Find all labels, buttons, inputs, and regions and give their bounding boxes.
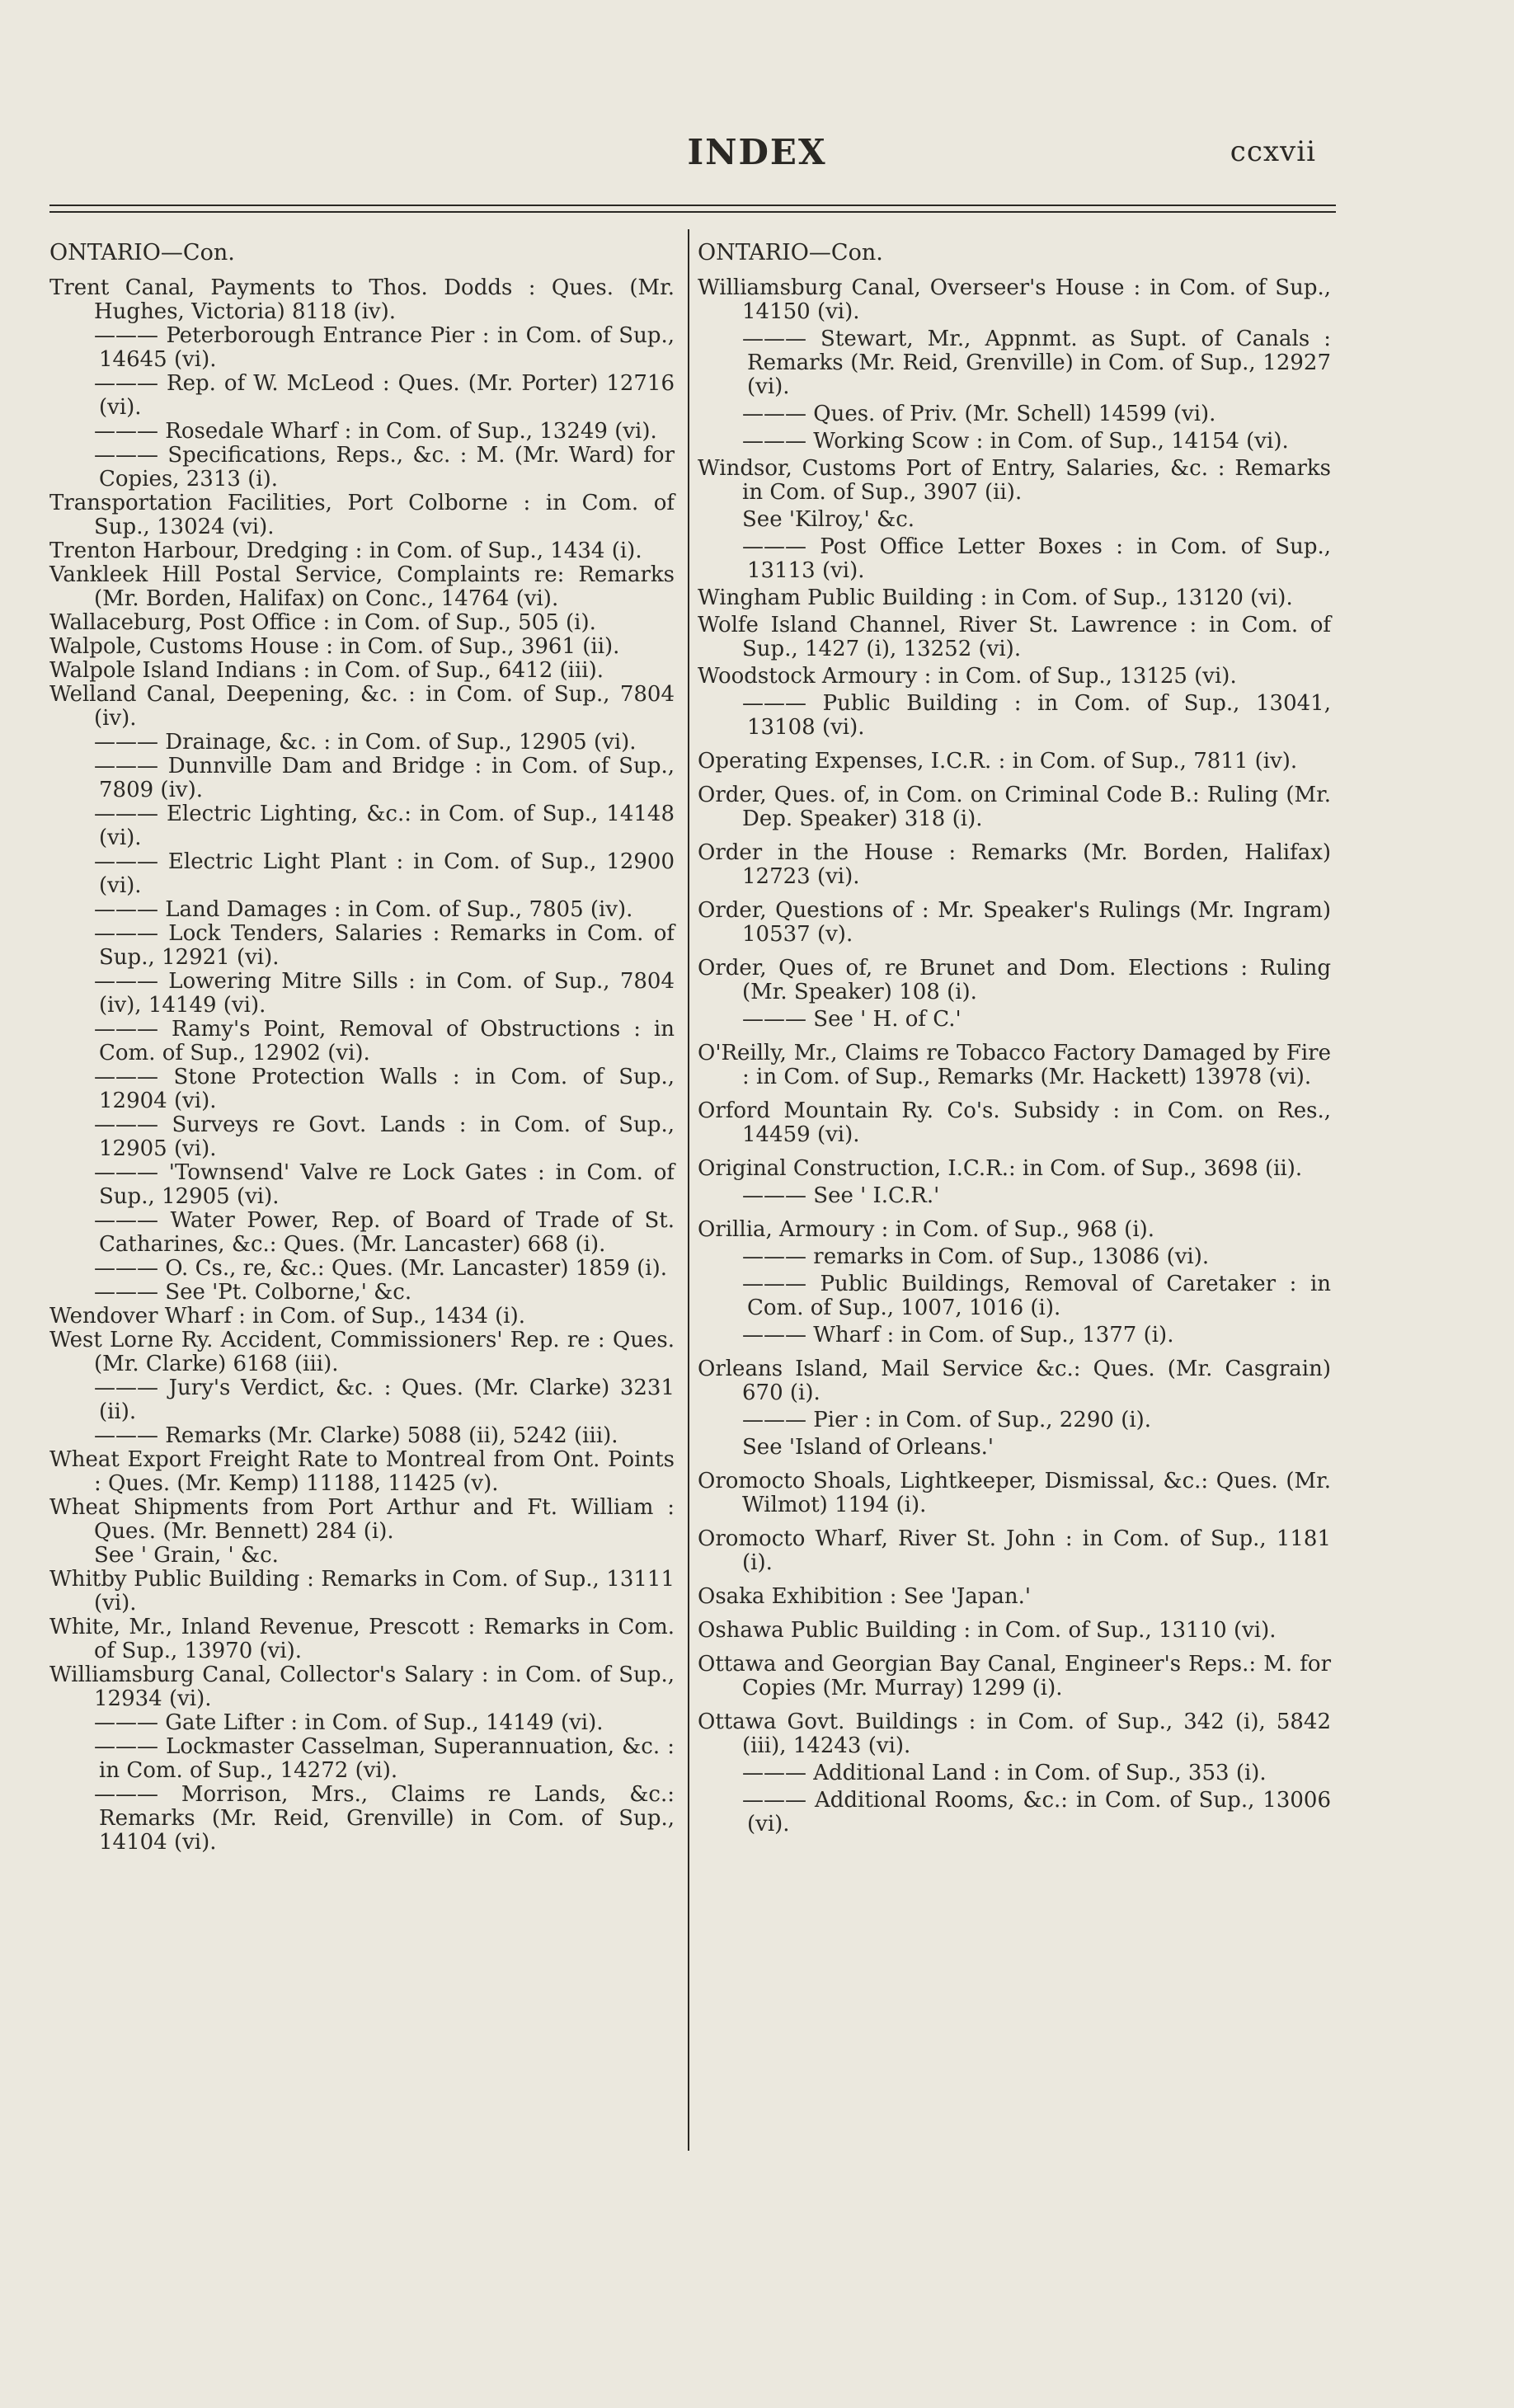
index-entry: Original Construction, I.C.R.: in Com. of Sup., 3698 (ii). [698, 1156, 1303, 1181]
index-entry: Walpole, Customs House : in Com. of Sup., 3961 (ii). [49, 634, 620, 659]
index-entry: Williamsburg Canal, Collector's Salary : in Com. of Sup., 12934 (vi). [49, 1663, 675, 1711]
index-subentry: ——— Working Scow : in Com. of Sup., 14154 (vi). [742, 429, 1289, 454]
index-entry: Ottawa Govt. Buildings : in Com. of Sup., 342 (i), 5842 (iii), 14243 (vi). [698, 1710, 1331, 1758]
index-entry: Oshawa Public Building : in Com. of Sup., 13110 (vi). [698, 1618, 1277, 1643]
index-entry: Vankleek Hill Postal Service, Complaints re: Remarks (Mr. Borden, Halifax) on Conc., 14764 (vi). [49, 562, 675, 611]
index-entry: Order, Questions of : Mr. Speaker's Rulings (Mr. Ingram) 10537 (v). [698, 898, 1331, 947]
index-entry: Williamsburg Canal, Overseer's House : in Com. of Sup., 14150 (vi). [698, 275, 1331, 324]
index-entry: Orford Mountain Ry. Co's. Subsidy : in Com. on Res., 14459 (vi). [698, 1098, 1331, 1147]
see-reference: See ' Grain, ' &c. [94, 1543, 279, 1568]
header-rule-top [49, 205, 1336, 206]
index-entry: Ottawa and Georgian Bay Canal, Engineer's Reps.: M. for Copies (Mr. Murray) 1299 (i). [698, 1652, 1331, 1700]
index-subentry: ——— Stewart, Mr., Appnmt. as Supt. of Canals : Remarks (Mr. Reid, Grenville) in Com. of Sup., 12927 (vi). [742, 327, 1331, 399]
index-entry: Order in the House : Remarks (Mr. Borden, Halifax) 12723 (vi). [698, 840, 1331, 889]
index-entry: Orillia, Armoury : in Com. of Sup., 968 (i). [698, 1217, 1155, 1242]
index-entry: Wendover Wharf : in Com. of Sup., 1434 (i). [49, 1304, 526, 1329]
index-subentry: ——— Post Office Letter Boxes : in Com. of Sup., 13113 (vi). [742, 534, 1331, 583]
index-entry: Wolfe Island Channel, River St. Lawrence : in Com. of Sup., 1427 (i), 13252 (vi). [698, 613, 1331, 661]
section-heading: ONTARIO—Con. [49, 240, 235, 266]
index-entry: Oromocto Wharf, River St. John : in Com. of Sup., 1181 (i). [698, 1526, 1331, 1575]
index-subentry: ——— Pier : in Com. of Sup., 2290 (i). [742, 1408, 1152, 1432]
index-subentry: ——— Jury's Verdict, &c. : Ques. (Mr. Clarke) 3231 (ii). [94, 1376, 675, 1424]
index-entry: Wallaceburg, Post Office : in Com. of Sup., 505 (i). [49, 610, 596, 635]
index-subentry: ——— See ' I.C.R.' [742, 1183, 940, 1208]
index-subentry: ——— Additional Rooms, &c.: in Com. of Sup., 13006 (vi). [742, 1788, 1331, 1837]
index-entry: Oromocto Shoals, Lightkeeper, Dismissal, &c.: Ques. (Mr. Wilmot) 1194 (i). [698, 1469, 1331, 1517]
header-rule-bottom [49, 211, 1336, 213]
index-entry: Order, Ques of, re Brunet and Dom. Elections : Ruling (Mr. Speaker) 108 (i). [698, 956, 1331, 1004]
index-subentry: ——— Water Power, Rep. of Board of Trade of St. Catharines, &c.: Ques. (Mr. Lancaster) 668 (i). [94, 1208, 675, 1257]
index-subentry: ——— Gate Lifter : in Com. of Sup., 14149 (vi). [94, 1710, 604, 1735]
index-subentry: ——— Ramy's Point, Removal of Obstructions : in Com. of Sup., 12902 (vi). [94, 1017, 675, 1065]
index-entry: Trenton Harbour, Dredging : in Com. of Sup., 1434 (i). [49, 539, 642, 563]
index-subentry: ——— Public Building : in Com. of Sup., 13041, 13108 (vi). [742, 691, 1331, 740]
index-subentry: ——— Dunnville Dam and Bridge : in Com. of Sup., 7809 (iv). [94, 754, 675, 802]
index-subentry: ——— Remarks (Mr. Clarke) 5088 (ii), 5242 (iii). [94, 1423, 618, 1448]
page-title: INDEX [687, 132, 827, 172]
index-subentry: ——— Ques. of Priv. (Mr. Schell) 14599 (vi). [742, 402, 1216, 426]
see-reference: See 'Kilroy,' &c. [742, 507, 915, 532]
index-entry: Osaka Exhibition : See 'Japan.' [698, 1584, 1032, 1609]
index-entry: White, Mr., Inland Revenue, Prescott : Remarks in Com. of Sup., 13970 (vi). [49, 1615, 675, 1663]
index-subentry: ——— Lockmaster Casselman, Superannuation, &c. : in Com. of Sup., 14272 (vi). [94, 1734, 675, 1783]
index-subentry: ——— Peterborough Entrance Pier : in Com. of Sup., 14645 (vi). [94, 323, 675, 372]
index-entry: Whitby Public Building : Remarks in Com. of Sup., 13111 (vi). [49, 1567, 675, 1616]
right-column [698, 241, 1331, 1840]
index-entry: Trent Canal, Payments to Thos. Dodds : Ques. (Mr. Hughes, Victoria) 8118 (iv). [49, 275, 675, 324]
index-entry: West Lorne Ry. Accident, Commissioners' Rep. re : Ques. (Mr. Clarke) 6168 (iii). [49, 1328, 675, 1376]
index-subentry: ——— Public Buildings, Removal of Caretaker : in Com. of Sup., 1007, 1016 (i). [742, 1272, 1331, 1320]
index-subentry: ——— Lowering Mitre Sills : in Com. of Sup., 7804 (iv), 14149 (vi). [94, 969, 675, 1018]
index-subentry: ——— Lock Tenders, Salaries : Remarks in Com. of Sup., 12921 (vi). [94, 921, 675, 970]
index-entry: Orleans Island, Mail Service &c.: Ques. (Mr. Casgrain) 670 (i). [698, 1357, 1331, 1405]
index-subentry: ——— Rosedale Wharf : in Com. of Sup., 13249 (vi). [94, 419, 657, 444]
column-divider [688, 229, 689, 2151]
index-subentry: ——— remarks in Com. of Sup., 13086 (vi). [742, 1244, 1210, 1269]
index-subentry: ——— Electric Light Plant : in Com. of Sup., 12900 (vi). [94, 849, 675, 898]
page-number: ccxvii [1230, 135, 1316, 168]
index-subentry: ——— Morrison, Mrs., Claims re Lands, &c.: Remarks (Mr. Reid, Grenville) in Com. of Sup., 14104 (vi). [94, 1782, 675, 1855]
index-entry: O'Reilly, Mr., Claims re Tobacco Factory Damaged by Fire : in Com. of Sup., Remarks (Mr. Hackett) 13978 (vi). [698, 1041, 1331, 1089]
index-subentry: ——— 'Townsend' Valve re Lock Gates : in Com. of Sup., 12905 (vi). [94, 1160, 675, 1209]
index-entry: Windsor, Customs Port of Entry, Salaries, &c. : Remarks in Com. of Sup., 3907 (ii). [698, 456, 1331, 505]
index-entry: Welland Canal, Deepening, &c. : in Com. of Sup., 7804 (iv). [49, 682, 675, 731]
index-entry: Wheat Export Freight Rate to Montreal from Ont. Points : Ques. (Mr. Kemp) 11188, 11425 (v). [49, 1447, 675, 1496]
index-entry: Walpole Island Indians : in Com. of Sup., 6412 (iii). [49, 658, 604, 683]
index-subentry: ——— Stone Protection Walls : in Com. of Sup., 12904 (vi). [94, 1065, 675, 1113]
section-heading: ONTARIO—Con. [698, 240, 883, 266]
left-column [49, 241, 675, 1855]
see-reference: See 'Island of Orleans.' [742, 1435, 994, 1460]
index-entry: Transportation Facilities, Port Colborne : in Com. of Sup., 13024 (vi). [49, 491, 675, 539]
index-subentry: ——— Rep. of W. McLeod : Ques. (Mr. Porter) 12716 (vi). [94, 371, 675, 420]
index-subentry: ——— See ' H. of C.' [742, 1007, 962, 1032]
index-subentry: ——— Surveys re Govt. Lands : in Com. of Sup., 12905 (vi). [94, 1112, 675, 1161]
index-subentry: ——— Wharf : in Com. of Sup., 1377 (i). [742, 1323, 1174, 1347]
index-entry: Wingham Public Building : in Com. of Sup., 13120 (vi). [698, 586, 1293, 610]
index-subentry: ——— Specifications, Reps., &c. : M. (Mr. Ward) for Copies, 2313 (i). [94, 443, 675, 491]
index-entry: Operating Expenses, I.C.R. : in Com. of Sup., 7811 (iv). [698, 749, 1298, 774]
index-subentry: ——— Drainage, &c. : in Com. of Sup., 12905 (vi). [94, 730, 637, 755]
index-subentry: ——— See 'Pt. Colborne,' &c. [94, 1280, 412, 1305]
index-subentry: ——— Additional Land : in Com. of Sup., 353 (i). [742, 1761, 1267, 1785]
index-entry: Order, Ques. of, in Com. on Criminal Code B.: Ruling (Mr. Dep. Speaker) 318 (i). [698, 783, 1331, 831]
index-entry: Woodstock Armoury : in Com. of Sup., 13125 (vi). [698, 664, 1237, 689]
index-subentry: ——— Electric Lighting, &c.: in Com. of Sup., 14148 (vi). [94, 802, 675, 850]
index-subentry: ——— Land Damages : in Com. of Sup., 7805 (iv). [94, 897, 633, 922]
index-subentry: ——— O. Cs., re, &c.: Ques. (Mr. Lancaster) 1859 (i). [94, 1256, 668, 1281]
index-entry: Wheat Shipments from Port Arthur and Ft. William : Ques. (Mr. Bennett) 284 (i). [49, 1495, 675, 1544]
